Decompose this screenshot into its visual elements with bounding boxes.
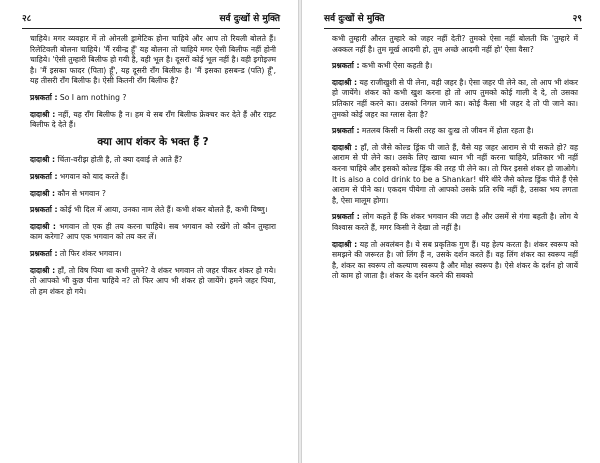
- left-page-body: [30, 34, 276, 303]
- right-paragraph: प्रश्नकर्ता : कभी कभी ऐसा कहती है।: [332, 61, 433, 71]
- speaker-label: प्रश्नकर्ता :: [332, 61, 360, 71]
- speaker-label: दादाश्री :: [30, 109, 56, 119]
- left-paragraph: दादाश्री : नहीं, यह रॉंग बिलीफ है न। हम ये सब रॉंग बिलीफ फ्रेक्चर कर देते हैं और राइट बिलीफ दे देते हैं।: [30, 109, 276, 130]
- right-paragraph: दादाश्री : यह राजीखुशी से पी लेना, वही जहर है। ऐसा जहर पी लेने का, तो आप भी शंकर हो जायेंगे। शंकर को कभी खुश करना हो तो आप तुमको कोई गाली दे दे, तो उसका प्रतिकार नहीं करने का। उसको निगल जाने का। कोई कैसा भी जहर दे तो पी जाने का। तुमको कोई जहर का ग्लास देता है?: [332, 77, 578, 119]
- left-paragraph: प्रश्नकर्ता : So I am nothing ?: [30, 92, 127, 102]
- speaker-label: दादाश्री :: [30, 221, 56, 231]
- left-page-number: २८: [22, 14, 32, 24]
- speaker-label: दादाश्री :: [332, 142, 358, 152]
- speaker-label: दादाश्री :: [332, 239, 358, 249]
- right-paragraph: प्रश्नकर्ता : लोग कहते हैं कि शंकर भगवान की जटा है और उसमें से गंगा बहती है। लोग ये विश्वास करते हैं, मगर किसी ने देखा तो नहीं है।: [332, 212, 578, 232]
- left-paragraph: दादाश्री : चिंता-वरीझ होती है, तो क्या दवाई ले आते हैं?: [30, 155, 183, 165]
- left-paragraph: चाहिये। मगर व्यवहार में तो ओनली ड्रामेटिक होना चाहिये और आप तो रियली बोलते हैं। रिलेटिवली बोलना चाहिये। 'मैं रवीन्द्र हूँ' यह बोलना तो चाहिये मगर ऐसी बिलीफ नहीं होनी चाहिये। 'ऐसी तुम्हारी बिलीफ हो गयी है, वही भूल है। दूसरों कोई भूल नहीं है। वही इगोइज्म है। 'मैं इसका फादर (पिता) हूँ', यह दूसरी रॉंग बिलीफ है। 'मैं इसका हसबन्ड (पति) हूँ', यह तीसरी रॉंग बिलीफ है। ऐसी कितनी रॉंग बिलीफ है?: [30, 34, 276, 86]
- left-header-rule: [22, 28, 280, 29]
- left-paragraph: प्रश्नकर्ता : कोई भी दिल में आया, उनका नाम लेते हैं। कभी शंकर बोलते हैं, कभी विष्णु।: [30, 205, 268, 215]
- speaker-label: दादाश्री :: [30, 155, 56, 165]
- right-page-number: २९: [572, 14, 582, 24]
- speaker-label: प्रश्नकर्ता :: [30, 205, 58, 215]
- left-paragraph: दादाश्री : कौन से भगवान ?: [30, 188, 106, 198]
- left-running-title: सर्व दुःखों से मुक्ति: [219, 14, 280, 24]
- speaker-label: दादाश्री :: [332, 77, 358, 87]
- speaker-label: दादाश्री :: [30, 265, 56, 275]
- left-paragraph: दादाश्री : हाँ, तो विष पिया था कभी तुमने? वे शंकर भगवान तो जहर पीकर शंकर हो गये। तो आपको भी कुछ पीना चाहिये न? तो फिर आप भी शंकर हो जायेंगे। हमने जहर पिया, तो हम शंकर हो गये।: [30, 265, 276, 296]
- left-paragraph: प्रश्नकर्ता : तो फिर शंकर भगवान।: [30, 248, 122, 258]
- right-paragraph: दादाश्री : यह तो अवलंबन है। ये सब प्रकृतिक गुण हैं। यह हेल्प करता है। शंकर स्वरूप को समझने की जरूरत है। जो लिंग हैं न, उसके दर्शन करते हैं। वह लिंग शंकर का स्वरूप नहीं है, शंकर का स्वरूप तो कल्याण स्वरूप है और मोक्ष स्वरूप है। ऐसे शंकर के दर्शन हो जायें तो काम हो जाता है। शंकर के दर्शन करने की सबको: [332, 239, 578, 281]
- section-heading: क्या आप शंकर के भक्त हैं ?: [97, 135, 209, 148]
- speaker-label: प्रश्नकर्ता :: [30, 171, 58, 181]
- speaker-label: प्रश्नकर्ता :: [332, 212, 360, 222]
- speaker-label: प्रश्नकर्ता :: [332, 126, 360, 136]
- right-page-body: [332, 34, 578, 288]
- right-header-rule: [324, 28, 582, 29]
- right-paragraph: कभी तुम्हारी औरत तुम्हारे को जहर नहीं देती? तुमको ऐसा नहीं बोलती कि 'तुम्हारे में अक्कल नहीं है। तुम मूर्ख आदमी हो, तुम अच्छे आदमी नहीं हो' ऐसा वैसा?: [332, 34, 578, 54]
- right-running-title: सर्व दुःखों से मुक्ति: [324, 14, 385, 24]
- left-paragraph: प्रश्नकर्ता : भगवान को याद करते हैं।: [30, 171, 128, 181]
- speaker-label: प्रश्नकर्ता :: [30, 92, 58, 102]
- speaker-label: दादाश्री :: [30, 188, 56, 198]
- left-page-header: [22, 11, 280, 25]
- right-page: [302, 0, 600, 463]
- left-paragraph: दादाश्री : भगवान तो एक ही तय करना चाहिये। सब भगवान को रखेंगे तो कौन तुम्हारा काम करेगा? आप एक भगवान को तय कर लें।: [30, 221, 276, 242]
- left-page: [0, 0, 298, 463]
- speaker-label: प्रश्नकर्ता :: [30, 248, 58, 258]
- right-paragraph: दादाश्री : हाँ, तो जैसे कोल्ड ड्रिंक पी जाते हैं, वैसे यह जहर आराम से पी सकते हो? वह आराम से पी लेने का। उसके लिए खाया ध्यान भी नहीं करना चाहिये, प्रतिकार भी नहीं करना चाहिये और इसको कोल्ड ड्रिंक की तरह पी लेने का। तो फिर इससे शंकर हो जाओगे। It is also a cold drink to be a Shankar! थीरे थीरे जैसे कोल्ड ड्रिंक पीते हैं ऐसे आराम से पीने का। एकदम पीयेगा तो आपको उसके प्रति रुचि नहीं है, उसका भय लगता है, ऐसा मालूम होगा।: [332, 142, 578, 205]
- right-paragraph: प्रश्नकर्ता : मतलब किसी न किसी तरह का दुःख तो जीवन में होता रहता है।: [332, 126, 534, 136]
- right-page-header: [324, 11, 582, 25]
